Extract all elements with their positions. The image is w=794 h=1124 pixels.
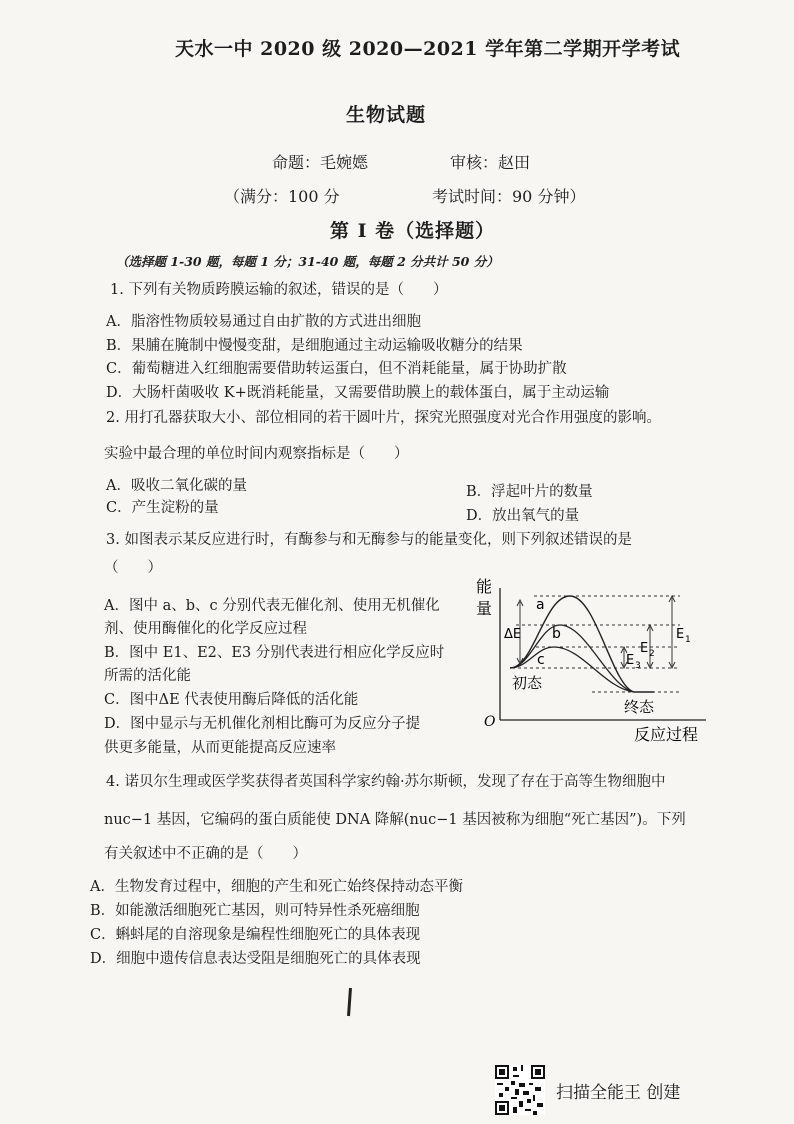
- question-2-stem-line-1: 2. 用打孔器获取大小、部位相同的若干圆叶片，探究光照强度对光合作用强度的影响。: [106, 410, 661, 426]
- question-3-stem-line-2: （ ）: [104, 560, 162, 576]
- question-4-option-d: D．细胞中遗传信息表达受阻是细胞死亡的具体表现: [90, 951, 421, 967]
- question-4-option-b: B．如能激活细胞死亡基因，则可特异性杀死癌细胞: [90, 903, 420, 919]
- scanner-watermark: 扫描全能王 创建: [556, 1083, 681, 1103]
- e3-sub-label: 3: [635, 661, 641, 671]
- question-4-stem-line-1: 4. 诺贝尔生理或医学奖获得者英国科学家约翰·苏尔斯顿，发现了存在于高等生物细胞中: [106, 774, 666, 790]
- origin-label: O: [484, 714, 496, 730]
- full-marks: （满分：100 分: [224, 187, 340, 206]
- question-3-stem-line-1: 3. 如图表示某反应进行时，有酶参与和无酶参与的能量变化，则下列叙述错误的是: [106, 532, 632, 548]
- author-label: 命题：毛婉嫕: [272, 153, 369, 172]
- y-axis-label-1: 能: [476, 577, 493, 596]
- question-3-option-b-line-1: B．图中 E1、E2、E3 分别代表进行相应化学反应时: [104, 645, 445, 661]
- subject-title: 生物试题: [346, 104, 427, 126]
- question-2-option-d: D．放出氧气的量: [466, 508, 580, 524]
- question-2-option-a: A．吸收二氧化碳的量: [106, 478, 247, 494]
- page-number-mark: [347, 988, 352, 1016]
- delta-e-label: ΔE: [504, 627, 522, 642]
- section-instructions: （选择题 1-30 题，每题 1 分；31-40 题，每题 2 分共计 50 分）: [116, 254, 499, 269]
- e2-sub-label: 2: [649, 649, 655, 659]
- final-state-label: 终态: [624, 698, 655, 716]
- question-3-option-a-line-2: 剂、使用酶催化的化学反应过程: [104, 621, 307, 637]
- e1-label: E: [676, 627, 685, 642]
- section-title: 第 I 卷（选择题）: [330, 220, 496, 242]
- e2-label: E: [640, 641, 649, 656]
- question-2-stem-line-2: 实验中最合理的单位时间内观察指标是（ ）: [104, 446, 409, 462]
- question-3-option-d-line-1: D．图中显示与无机催化剂相比酶可为反应分子提: [104, 716, 421, 732]
- energy-diagram: [474, 576, 714, 746]
- question-4-stem-line-2: nuc−1 基因，它编码的蛋白质能使 DNA 降解(nuc−1 基因被称为细胞“死亡基因”)。下列: [104, 812, 686, 828]
- question-3-option-c: C．图中ΔE 代表使用酶后降低的活化能: [104, 692, 359, 708]
- x-axis-label: 反应过程: [634, 725, 699, 744]
- curve-a-label: a: [536, 597, 545, 613]
- question-1-stem: 1. 下列有关物质跨膜运输的叙述，错误的是（ ）: [110, 282, 448, 298]
- qr-code-icon: [495, 1065, 545, 1115]
- question-1-option-b: B．果脯在腌制中慢慢变甜，是细胞通过主动运输吸收糖分的结果: [106, 338, 523, 354]
- question-3-option-d-line-2: 供更多能量，从而更能提高反应速率: [104, 740, 336, 756]
- curve-c-label: c: [537, 652, 545, 668]
- e1-sub-label: 1: [685, 635, 691, 645]
- question-1-option-d: D．大肠杆菌吸收 K+既消耗能量，又需要借助膜上的载体蛋白，属于主动运输: [106, 385, 610, 401]
- curve-b-label: b: [552, 626, 561, 642]
- e3-label: E: [626, 653, 635, 668]
- question-4-stem-line-3: 有关叙述中不正确的是（ ）: [104, 846, 307, 862]
- reviewer-label: 审核：赵田: [450, 153, 531, 172]
- question-3-option-a-line-1: A．图中 a、b、c 分别代表无催化剂、使用无机催化: [104, 598, 440, 614]
- exam-time: 考试时间：90 分钟）: [432, 187, 586, 206]
- y-axis-label-2: 量: [476, 599, 493, 618]
- question-2-option-c: C．产生淀粉的量: [106, 500, 219, 516]
- question-1-option-a: A．脂溶性物质较易通过自由扩散的方式进出细胞: [106, 314, 421, 330]
- question-3-option-b-line-2: 所需的活化能: [104, 668, 191, 684]
- question-2-option-b: B．浮起叶片的数量: [466, 484, 593, 500]
- question-4-option-c: C．蝌蚪尾的自溶现象是编程性细胞死亡的具体表现: [90, 927, 421, 943]
- exam-title: 天水一中 2020 级 2020—2021 学年第二学期开学考试: [175, 38, 681, 60]
- question-1-option-c: C．葡萄糖进入红细胞需要借助转运蛋白，但不消耗能量，属于协助扩散: [106, 361, 567, 377]
- initial-state-label: 初态: [512, 674, 543, 692]
- question-4-option-a: A．生物发育过程中，细胞的产生和死亡始终保持动态平衡: [90, 879, 463, 895]
